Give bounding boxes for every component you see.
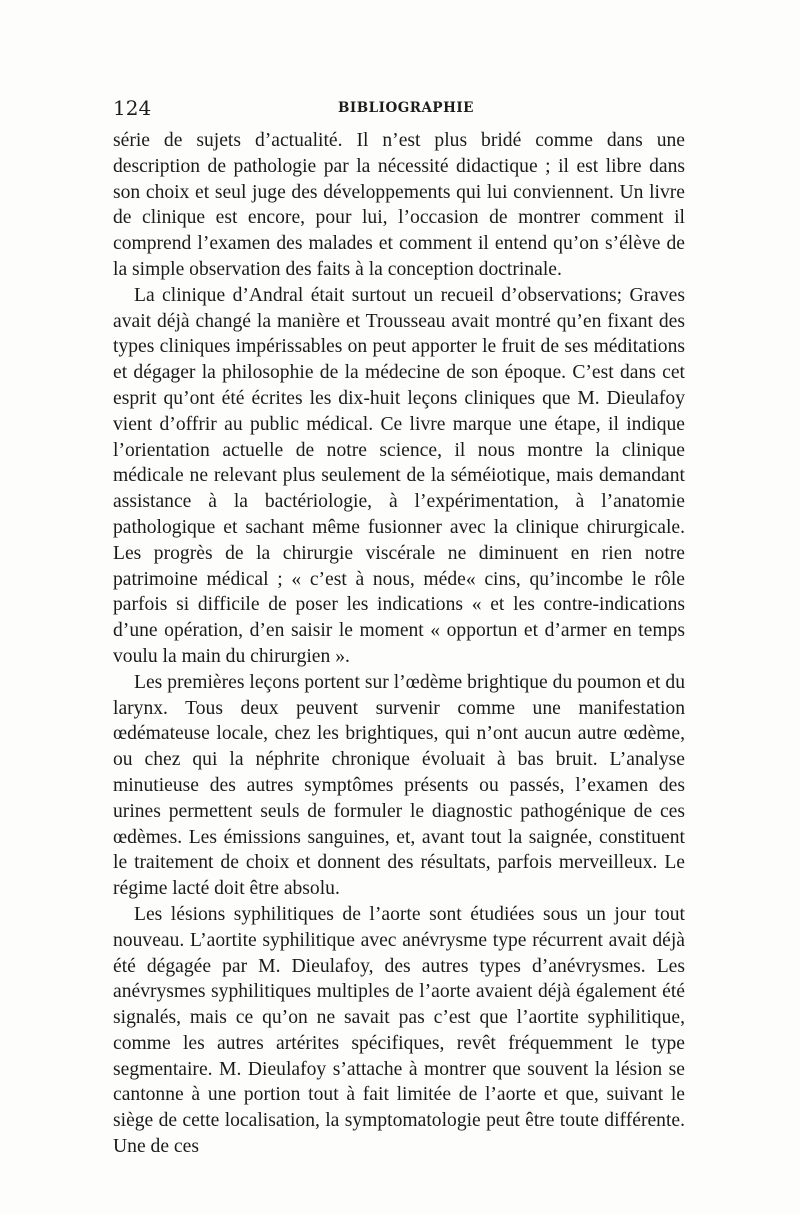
page-header	[113, 96, 685, 120]
paragraph: La clinique d’Andral était surtout un recueil d’observations; Graves avait déjà changé la manière et Trousseau avait montré qu’en fixant des types cliniques impérissables on peut apporter le fruit de ses méditations et dégager la philosophie de la médecine de son époque. C’est dans cet esprit qu’ont été écrites les dix-huit leçons cliniques que M. Dieulafoy vient d’offrir au public médical. Ce livre marque une étape, il indique l’orientation actuelle de notre science, il nous montre la clinique médicale ne relevant plus seulement de la séméiotique, mais demandant assistance à la bactériologie, à l’expérimentation, à l’anatomie pathologique et sachant même fusionner avec la clinique chirurgicale. Les progrès de la chirurgie viscérale ne diminuent en rien notre patrimoine médical ; « c’est à nous, méde« cins, qu’incombe le rôle parfois si difficile de poser les indications « et les contre-indications d’une opération, d’en saisir le moment « opportun et d’armer en temps voulu la main du chirurgien ».	[113, 284, 685, 667]
page-number: 124	[113, 96, 152, 120]
body-text	[113, 128, 685, 1160]
running-title: BIBLIOGRAPHIE	[338, 100, 474, 116]
paragraph: Les premières leçons portent sur l’œdème brightique du poumon et du larynx. Tous deux peuvent survenir comme une manifestation œdémateuse locale, chez les brightiques, qui n’ont aucun autre œdème, ou chez qui la néphrite chronique évoluait à bas bruit. L’analyse minutieuse des autres symptômes présents ou passés, l’examen des urines permettent seuls de formuler le diagnostic pathogénique de ces œdèmes. Les émissions sanguines, et, avant tout la saignée, constituent le traitement de choix et donnent des résultats, parfois merveilleux. Le régime lacté doit être absolu.	[113, 671, 685, 900]
paragraph: Les lésions syphilitiques de l’aorte sont étudiées sous un jour tout nouveau. L’aortite syphilitique avec anévrysme type récurrent avait déjà été dégagée par M. Dieulafoy, des autres types d’anévrysmes. Les anévrysmes syphilitiques multiples de l’aorte avaient déjà également été signalés, mais ce qu’on ne savait pas c’est que l’aortite syphilitique, comme les autres artérites spécifiques, revêt fréquemment le type segmentaire. M. Dieulafoy s’attache à montrer que souvent la lésion se cantonne à une portion tout à fait limitée de l’aorte et que, suivant le siège de cette localisation, la symptomatologie peut être toute différente. Une de ces	[113, 903, 685, 1158]
paragraph: série de sujets d’actualité. Il n’est plus bridé comme dans une description de pathologie par la nécessité didactique ; il est libre dans son choix et seul juge des développements qui lui conviennent. Un livre de clinique est encore, pour lui, l’occasion de montrer comment il comprend l’examen des malades et comment il entend qu’on s’élève de la simple observation des faits à la conception doctrinale.	[113, 130, 685, 280]
